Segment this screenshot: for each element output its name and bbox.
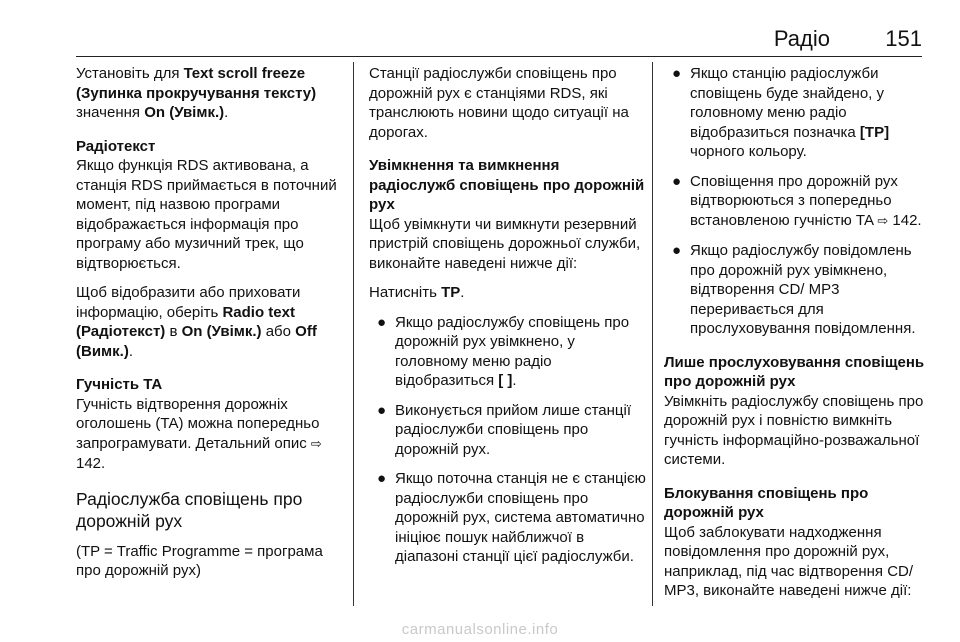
list-item: ● Виконується прийом лише станції радіослужби сповіщень про дорожній рух. [377,401,632,458]
column-3 [664,64,926,611]
paragraph: (TP = Traffic Programme = програма про дорожній рух) [76,542,323,579]
subheading-block-announcements: Блокування сповіщень про дорожній рух [664,484,869,521]
bullet-icon: ● [377,470,387,487]
list-item: ● Якщо радіослужбу повідомлень про дорожній рух увімкнено, відтворення CD/ MP3 переривається для прослуховування повідомлення. [672,242,916,337]
page-ref-arrow-icon: ⇨ [310,436,322,452]
page-ref-link[interactable]: 142. [76,455,106,472]
bullet-icon: ● [672,242,682,259]
subheading-ta-volume: Гучність TA [76,376,163,393]
list-item: ● Якщо радіослужбу сповіщень про дорожній рух увімкнено, у головному меню радіо відобразиться [ ]. [377,313,630,389]
page-header [76,26,922,57]
column-2 [369,64,647,577]
list-item: ● Якщо поточна станція не є станцією радіослужби сповіщень про дорожній рух, система автоматично ініціює пошук найближчої в діапазоні станції цієї радіослужби. [377,470,646,565]
column-divider-2 [652,62,653,606]
watermark: carmanualsonline.info [401,621,559,638]
list-item: ● Сповіщення про дорожній рух відтворюються з попередньо встановленою гучністю TA ⇨ 142. [672,172,922,229]
paragraph: Щоб заблокувати надходження повідомлення про дорожній рух, наприклад, під час відтворення CD/ MP3, виконайте наведені нижче дії: [664,523,914,599]
paragraph: Якщо функція RDS активована, а станція RDS приймається в поточний момент, під назвою програми відображається інформація про програму або музичний трек, що відтворюється. [76,157,337,272]
subheading-radiotext: Радіотекст [76,137,156,155]
section-title: Радіо [773,26,830,51]
paragraph: Щоб увімкнути чи вимкнути резервний пристрій сповіщень дорожньої служби, виконайте наведені нижче дії: [369,215,641,272]
page-ref-arrow-icon: ⇨ [877,213,889,229]
tp-button-label: TP [441,284,461,301]
column-1 [76,64,348,591]
paragraph: Станції радіослужби сповіщень про дорожній рух є станціями RDS, які транслюють новини щодо ситуації на дорогах. [369,65,629,141]
paragraph: Гучність відтворення дорожніх оголошень (TA) можна попередньо запрограмувати. Детальний опис ⇨ 142. [76,395,322,472]
page-number: 151 [885,26,922,51]
list-item: ● Якщо станцію радіослужби сповіщень буде знайдено, у головному меню радіо відобразиться позначка [TP] чорного кольору. [672,65,890,160]
paragraph: Щоб відобразити або приховати інформацію, оберіть Radio text (Радіотекст) в On (Увімк.) або Off (Вимк.). [76,284,317,360]
paragraph: Увімкніть радіослужбу сповіщень про дорожній рух і повністю вимкніть гучність інформаційно-розважальної системи. [664,392,924,468]
bullet-icon: ● [377,401,387,419]
paragraph: Натисніть TP. [369,284,465,301]
bullet-icon: ● [377,313,387,331]
subheading-tp-toggle: Увімкнення та вимкнення радіослужб сповіщень про дорожній рух [369,157,645,213]
subheading-traffic-only: Лише прослуховування сповіщень про дорожній рух [664,353,925,390]
column-divider-1 [353,62,354,606]
paragraph: Установіть для Text scroll freeze (Зупинка прокручування тексту) значення On (Увімк.). [76,65,317,121]
section-heading-tp: Радіослужба сповіщень про дорожній рух [76,488,303,531]
bullet-icon: ● [672,172,682,190]
page-ref-link[interactable]: 142. [892,211,922,229]
bullet-icon: ● [672,65,682,82]
